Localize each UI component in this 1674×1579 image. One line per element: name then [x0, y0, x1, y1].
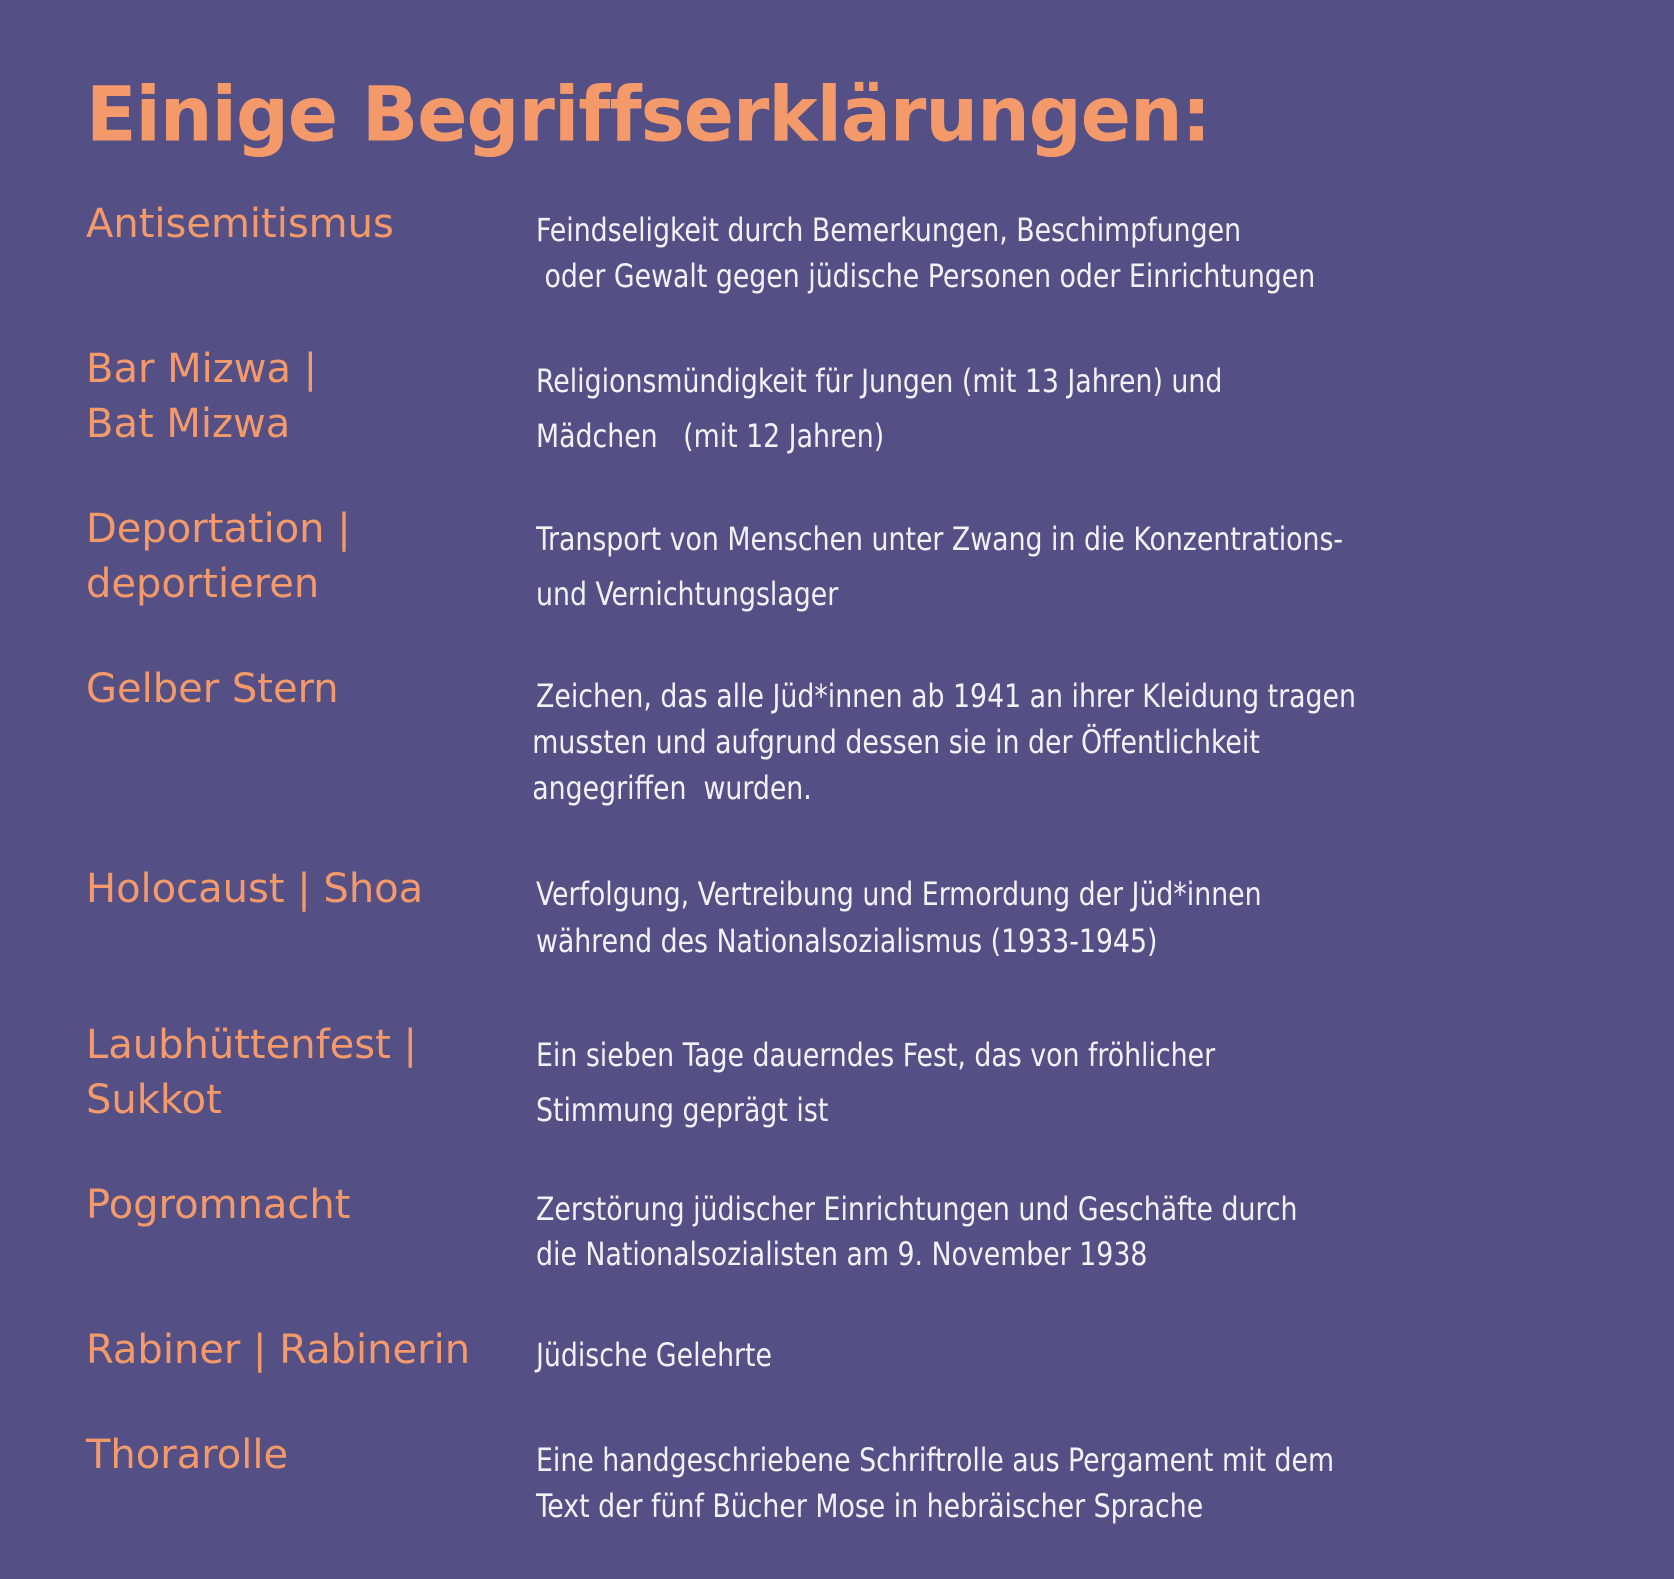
definition-line: Jüdische Gelehrte: [536, 1336, 773, 1374]
term-bar-mizwa: [86, 342, 317, 452]
term-rabiner: [86, 1323, 470, 1378]
definition-line: während des Nationalsozialismus (1933-1945): [536, 922, 1158, 960]
term-laubhuettenfest: [86, 1018, 417, 1128]
term-pogromnacht: [86, 1178, 350, 1233]
definition-line: Text der fünf Bücher Mose in hebräischer Sprache: [536, 1487, 1204, 1525]
term-thorarolle: [86, 1428, 288, 1483]
definition-line: Ein sieben Tage dauerndes Fest, das von fröhlicher: [536, 1036, 1216, 1074]
definition-gelber-stern: [532, 673, 1356, 811]
term-deportation: [86, 502, 351, 612]
term-line: Bat Mizwa: [86, 401, 291, 447]
definition-line: Mädchen (mit 12 Jahren): [536, 417, 885, 455]
page-title: Einige Begriffserklärungen:: [86, 71, 1211, 159]
term-line: deportieren: [86, 561, 320, 607]
definition-laubhuettenfest: [536, 1028, 1215, 1138]
term-line: Bar Mizwa |: [86, 346, 318, 392]
term-gelber-stern: [86, 662, 339, 717]
definition-line: Zeichen, das alle Jüd*innen ab 1941 an ihrer Kleidung tragen: [536, 677, 1356, 715]
definition-line: angegriffen wurden.: [532, 769, 812, 807]
definition-deportation: [536, 512, 1343, 622]
definition-pogromnacht: [536, 1187, 1298, 1277]
term-line: Antisemitismus: [86, 201, 394, 247]
definition-line: Religionsmündigkeit für Jungen (mit 13 Jahren) und: [536, 362, 1223, 400]
definition-line: Zerstörung jüdischer Einrichtungen und Geschäfte durch: [536, 1190, 1298, 1228]
definition-line: oder Gewalt gegen jüdische Personen oder Einrichtungen: [536, 257, 1316, 295]
definition-line: Eine handgeschriebene Schriftrolle aus Pergament mit dem: [536, 1441, 1335, 1479]
term-line: Gelber Stern: [86, 666, 339, 712]
definition-line: Stimmung geprägt ist: [536, 1091, 829, 1129]
definition-holocaust: [536, 871, 1262, 965]
definition-thorarolle: [536, 1437, 1334, 1529]
term-line: Deportation |: [86, 506, 351, 552]
definition-antisemitismus: [536, 207, 1315, 299]
definition-line: Feindseligkeit durch Bemerkungen, Beschimpfungen: [536, 211, 1242, 249]
definition-line: Transport von Menschen unter Zwang in die Konzentrations-: [536, 520, 1344, 558]
term-line: Holocaust | Shoa: [86, 866, 424, 912]
term-line: Laubhüttenfest |: [86, 1022, 417, 1068]
term-line: Pogromnacht: [86, 1182, 351, 1228]
definition-line: mussten und aufgrund dessen sie in der Öffentlichkeit: [532, 723, 1260, 761]
term-holocaust: [86, 862, 423, 917]
definition-bar-mizwa: [536, 354, 1222, 464]
definition-line: Verfolgung, Vertreibung und Ermordung der Jüd*innen: [536, 875, 1262, 913]
term-line: Rabiner | Rabinerin: [86, 1327, 471, 1373]
definition-line: die Nationalsozialisten am 9. November 1938: [536, 1235, 1148, 1273]
definition-rabiner: [536, 1333, 772, 1378]
term-antisemitismus: [86, 197, 394, 252]
definition-line: und Vernichtungslager: [536, 575, 839, 613]
term-line: Thorarolle: [86, 1432, 289, 1478]
term-line: Sukkot: [86, 1077, 222, 1123]
